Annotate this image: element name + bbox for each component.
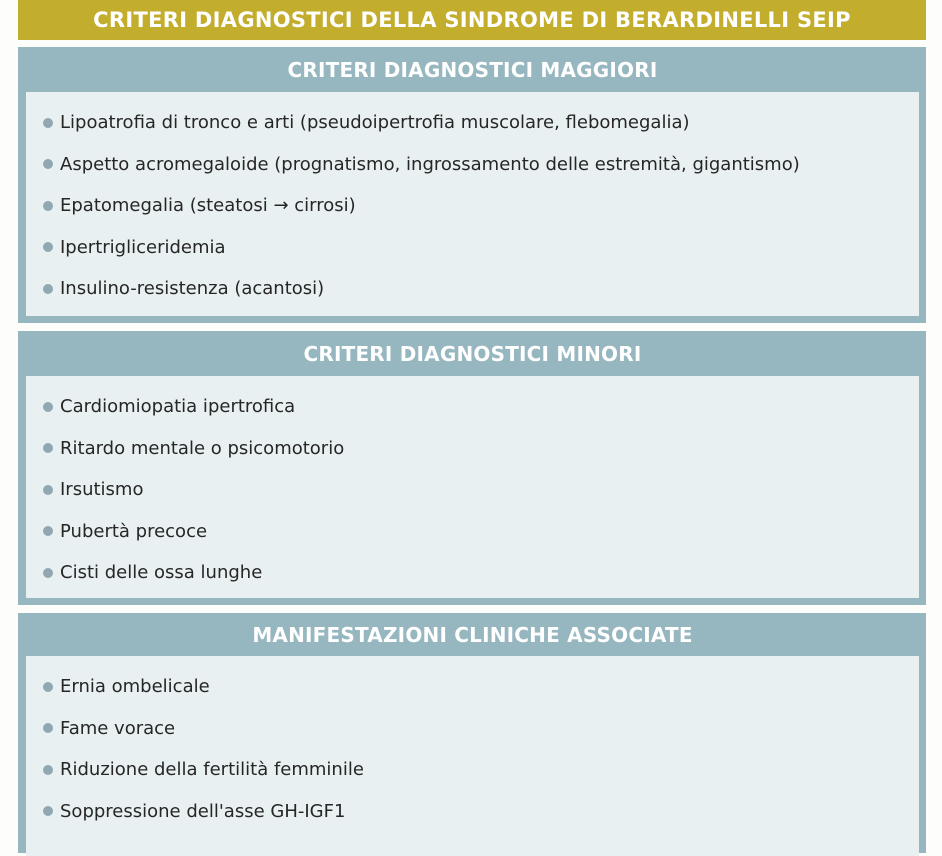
bullet-icon: [43, 242, 53, 252]
bullet-icon: [43, 402, 53, 412]
bullet-icon: [43, 765, 53, 775]
major-criteria-body: [26, 92, 919, 316]
bullet-icon: [43, 443, 53, 453]
list-item-text: Cardiomiopatia ipertrofica: [60, 396, 296, 418]
bullet-icon: [43, 284, 53, 294]
list-item-text: Fame vorace: [60, 717, 176, 739]
minor-criteria-heading: CRITERI DIAGNOSTICI MINORI: [303, 341, 642, 366]
major-criteria-panel: [18, 47, 926, 323]
list-item-text: Irsutismo: [60, 479, 144, 501]
document-title: CRITERI DIAGNOSTICI DELLA SINDROME DI BERARDINELLI SEIP: [18, 0, 926, 40]
bullet-icon: [43, 159, 53, 169]
list-item-text: Epatomegalia (steatosi → cirrosi): [60, 195, 356, 217]
minor-criteria-body: [26, 376, 919, 598]
list-item: [26, 791, 919, 833]
list-item: [26, 666, 919, 708]
list-item: [26, 552, 919, 594]
list-item-text: Ernia ombelicale: [60, 676, 210, 698]
bullet-icon: [43, 723, 53, 733]
bullet-icon: [43, 568, 53, 578]
list-item: [26, 185, 919, 227]
list-item: [26, 511, 919, 553]
associated-manifestations-panel: [18, 613, 926, 853]
associated-manifestations-heading: MANIFESTAZIONI CLINICHE ASSOCIATE: [252, 622, 693, 647]
associated-manifestations-list: [26, 666, 919, 832]
bullet-icon: [43, 118, 53, 128]
major-criteria-heading: CRITERI DIAGNOSTICI MAGGIORI: [287, 57, 658, 82]
list-item: [26, 144, 919, 186]
list-item: [26, 227, 919, 269]
list-item: [26, 428, 919, 470]
bullet-icon: [43, 806, 53, 816]
list-item: [26, 708, 919, 750]
bullet-icon: [43, 201, 53, 211]
list-item: [26, 102, 919, 144]
list-item: [26, 386, 919, 428]
bullet-icon: [43, 485, 53, 495]
list-item-text: Riduzione della fertilità femminile: [60, 759, 364, 781]
list-item-text: Insulino-resistenza (acantosi): [60, 278, 325, 300]
list-item-text: Pubertà precoce: [60, 520, 208, 542]
list-item: [26, 469, 919, 511]
bullet-icon: [43, 526, 53, 536]
list-item: [26, 268, 919, 310]
bullet-icon: [43, 682, 53, 692]
minor-criteria-list: [26, 386, 919, 594]
list-item-text: Aspetto acromegaloide (prognatismo, ingrossamento delle estremità, gigantismo): [60, 153, 800, 175]
list-item-text: Ipertrigliceridemia: [60, 236, 226, 258]
list-item-text: Ritardo mentale o psicomotorio: [60, 437, 345, 459]
major-criteria-list: [26, 102, 919, 310]
list-item: [26, 749, 919, 791]
list-item-text: Cisti delle ossa lunghe: [60, 562, 263, 584]
list-item-text: Lipoatrofia di tronco e arti (pseudoipertrofia muscolare, flebomegalia): [60, 112, 690, 134]
minor-criteria-panel: [18, 331, 926, 605]
list-item-text: Soppressione dell'asse GH-IGF1: [60, 800, 346, 822]
associated-manifestations-body: [26, 656, 919, 856]
